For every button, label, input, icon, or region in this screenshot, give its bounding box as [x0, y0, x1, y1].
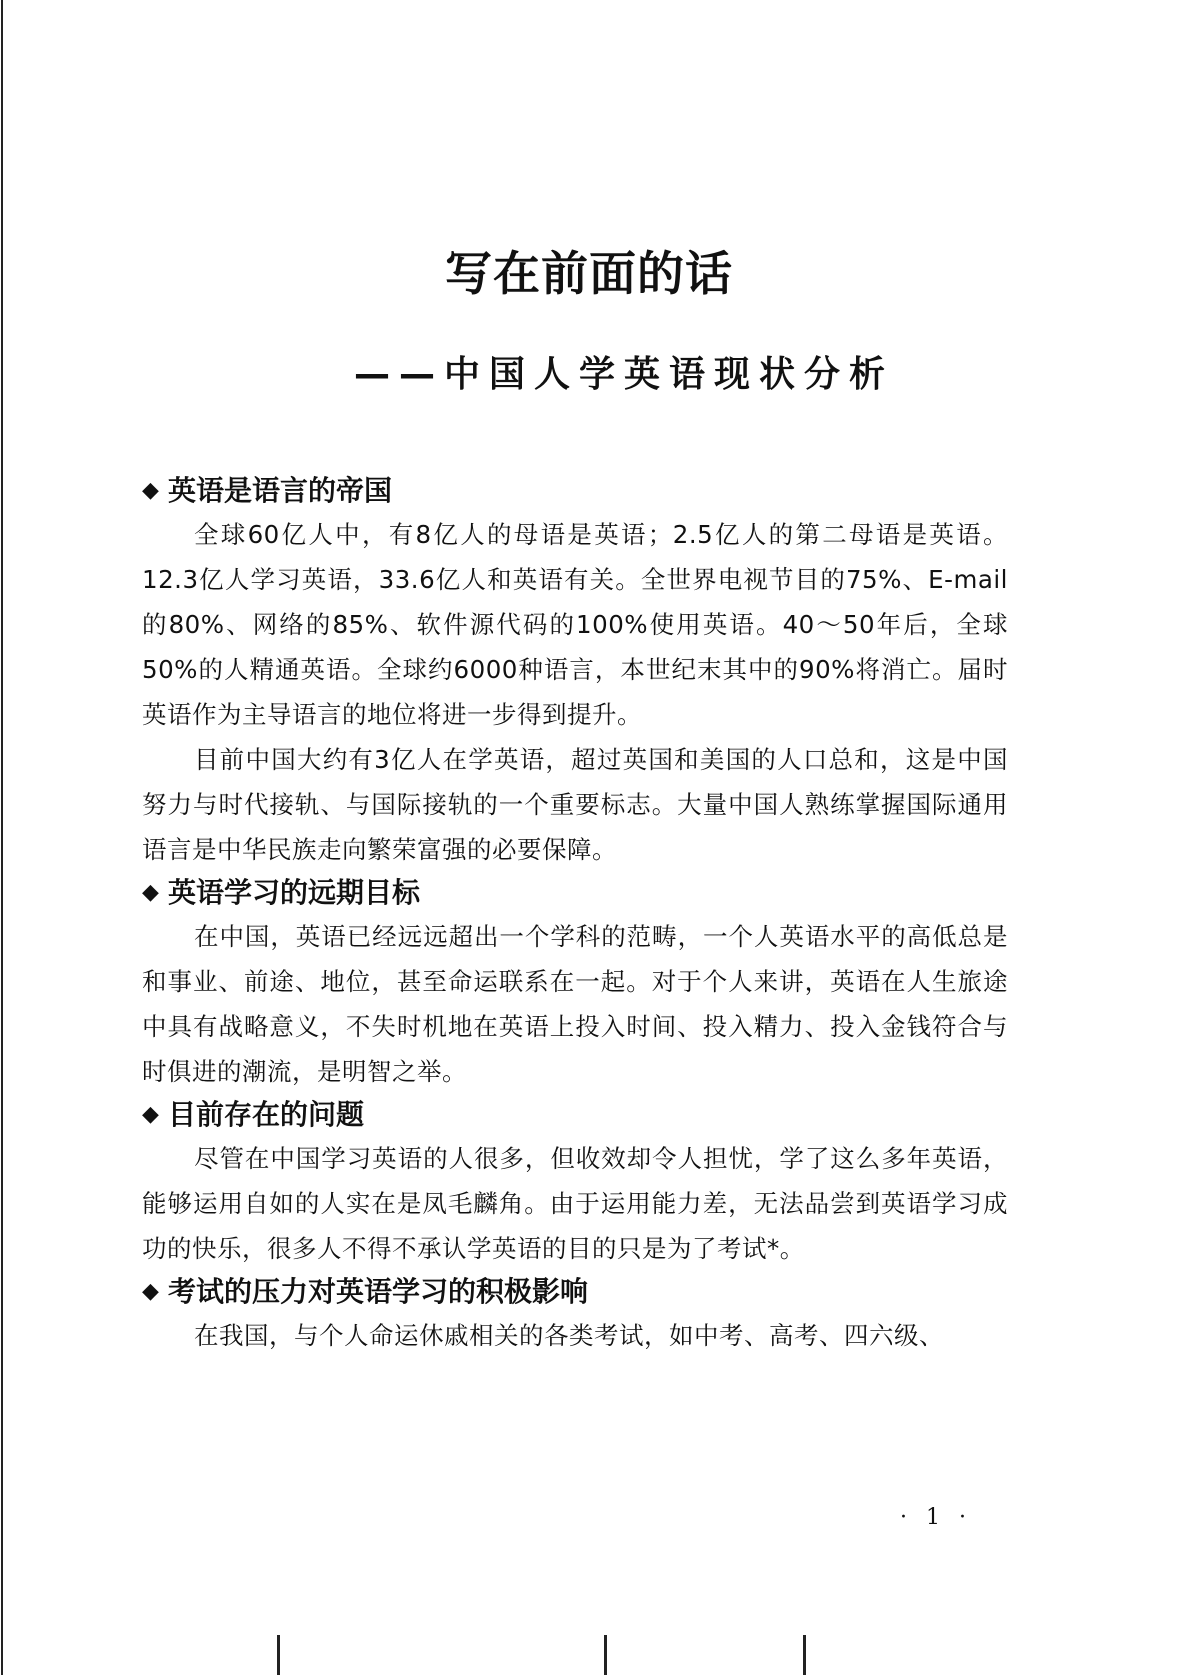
page-title: 写在前面的话: [445, 247, 733, 302]
paragraph: 尽管在中国学习英语的人很多，但收效却令人担忧，学了这么多年英语，能够运用自如的人实在是凤毛麟角。由于运用能力差，无法品尝到英语学习成功的快乐，很多人不得不承认学英语的目的只是为了考试*。: [142, 1144, 1008, 1263]
section-heading-text: 英语是语言的帝国: [168, 474, 393, 507]
section-heading: [142, 1094, 1008, 1136]
paragraph: 在我国，与个人命运休戚相关的各类考试，如中考、高考、四六级、: [194, 1321, 944, 1350]
paragraph: 在中国，英语已经远远超出一个学科的范畴，一个人英语水平的高低总是和事业、前途、地位，甚至命运联系在一起。对于个人来讲，英语在人生旅途中具有战略意义，不失时机地在英语上投入时间、投入精力、投入金钱符合与时俱进的潮流，是明智之举。: [142, 922, 1008, 1086]
section-english-empire: [142, 470, 1008, 872]
section-heading: [142, 872, 1008, 914]
diamond-bullet-icon: ◆: [142, 478, 159, 503]
section-long-term-goal: [142, 872, 1008, 1094]
section-heading-text: 目前存在的问题: [168, 1098, 365, 1131]
paragraph: 目前中国大约有3亿人在学英语，超过英国和美国的人口总和，这是中国努力与时代接轨、与国际接轨的一个重要标志。大量中国人熟练掌握国际通用语言是中华民族走向繁荣富强的必要保障。: [142, 745, 1008, 864]
binding-mark: [277, 1635, 280, 1675]
binding-mark: [604, 1635, 607, 1675]
paragraph: 全球60亿人中，有8亿人的母语是英语；2.5亿人的第二母语是英语。12.3亿人学习英语，33.6亿人和英语有关。全世界电视节目的75%、E-mail的80%、网络的85%、软件源代码的100%使用英语。40～50年后，全球50%的人精通英语。全球约6000种语言，本世纪末其中的90%将消亡。届时英语作为主导语言的地位将进一步得到提升。: [142, 520, 1008, 729]
section-exam-pressure: [142, 1271, 1008, 1358]
section-heading: [142, 1271, 1008, 1313]
section-heading-text: 考试的压力对英语学习的积极影响: [168, 1275, 589, 1308]
page-number: · 1 ·: [900, 1505, 972, 1530]
diamond-bullet-icon: ◆: [142, 880, 159, 905]
page-subtitle: ——中国人学英语现状分析: [353, 354, 894, 395]
section-heading: [142, 470, 1008, 512]
diamond-bullet-icon: ◆: [142, 1102, 159, 1127]
body-content: [142, 470, 1008, 1358]
diamond-bullet-icon: ◆: [142, 1279, 159, 1304]
section-current-problems: [142, 1094, 1008, 1271]
section-heading-text: 英语学习的远期目标: [168, 876, 421, 909]
binding-mark: [803, 1635, 806, 1675]
